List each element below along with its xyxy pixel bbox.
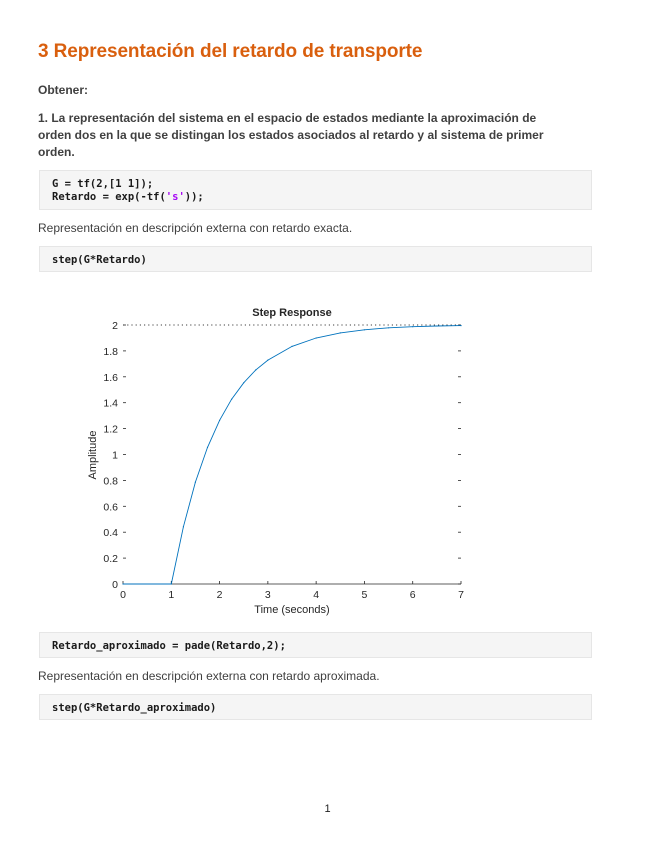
chart-title: Step Response: [252, 307, 332, 319]
series-point: [195, 482, 196, 483]
series-point: [171, 583, 172, 584]
y-tick-label: 0.2: [103, 553, 118, 566]
code-line-g: G = tf(2,[1 1]);: [52, 178, 154, 190]
series-point: [255, 369, 256, 370]
chart-grid: [123, 325, 461, 584]
code-text: ));: [184, 191, 204, 203]
series-point: [436, 325, 437, 326]
section-heading: 3 Representación del retardo de transporte: [38, 41, 423, 62]
series-point: [388, 327, 389, 328]
x-axis-label: Time (seconds): [254, 604, 330, 616]
y-tick-label: 1.6: [103, 371, 118, 384]
x-tick-label: 0: [120, 589, 126, 601]
series-point: [183, 526, 184, 527]
y-axis-label: Amplitude: [87, 430, 99, 480]
code-block-pade: [39, 632, 592, 658]
text-exact: Representación en descripción externa con retardo exacta.: [38, 221, 353, 235]
code-block-step-exact: [39, 246, 592, 272]
code-string: 's': [165, 191, 185, 203]
x-tick-label: 4: [313, 589, 320, 601]
y-tick-label: 2: [112, 320, 118, 332]
x-tick-label: 5: [361, 589, 368, 601]
series-line: [123, 326, 461, 584]
task-line-1: 1. La representación del sistema en el espacio de estados mediante la aproximación de: [38, 111, 537, 125]
code-line-retardo: [52, 191, 591, 204]
series-point: [219, 420, 220, 421]
step-response-chart: [80, 297, 480, 622]
series-point: [340, 332, 341, 333]
series-point: [364, 329, 365, 330]
series-group: [122, 325, 461, 585]
y-tick-label: 0: [112, 579, 118, 591]
x-tick-label: 6: [409, 589, 416, 601]
series-point: [316, 337, 317, 338]
code-block-step-approx: [39, 694, 592, 720]
code-line-step-approx: step(G*Retardo_aproximado): [52, 702, 217, 714]
series-point: [412, 326, 413, 327]
x-tick-label: 1: [168, 589, 175, 601]
y-tick-label: 1.4: [103, 397, 118, 410]
x-tick-label: 3: [264, 589, 271, 601]
y-tick-label: 1: [112, 449, 118, 462]
code-text: Retardo = exp(-tf(: [52, 191, 166, 203]
series-point: [207, 447, 208, 448]
y-tick-label: 0.6: [103, 501, 118, 514]
task-line-2: orden dos en la que se distingan los estados asociados al retardo y al sistema de primer: [38, 128, 544, 142]
y-tick-label: 0.8: [103, 475, 118, 488]
y-tick-label: 1.8: [103, 345, 118, 358]
y-tick-label: 0.4: [103, 527, 118, 540]
series-point: [231, 399, 232, 400]
y-tick-label: 1.2: [103, 423, 118, 436]
series-point: [267, 360, 268, 361]
y-ticks: [103, 320, 461, 591]
x-tick-label: 7: [458, 589, 464, 601]
text-approx: Representación en descripción externa con retardo aproximada.: [38, 669, 380, 683]
series-point: [460, 325, 461, 326]
code-line-step-exact: step(G*Retardo): [52, 254, 147, 266]
series-point: [122, 583, 123, 584]
page-number: 1: [324, 803, 331, 815]
code-line-pade: Retardo_aproximado = pade(Retardo,2);: [52, 640, 286, 652]
series-point: [243, 382, 244, 383]
task-line-3: orden.: [38, 145, 75, 159]
series-point: [291, 346, 292, 347]
code-block-tf: [39, 170, 592, 210]
obtener-label: Obtener:: [38, 83, 89, 97]
x-tick-label: 2: [216, 589, 223, 601]
